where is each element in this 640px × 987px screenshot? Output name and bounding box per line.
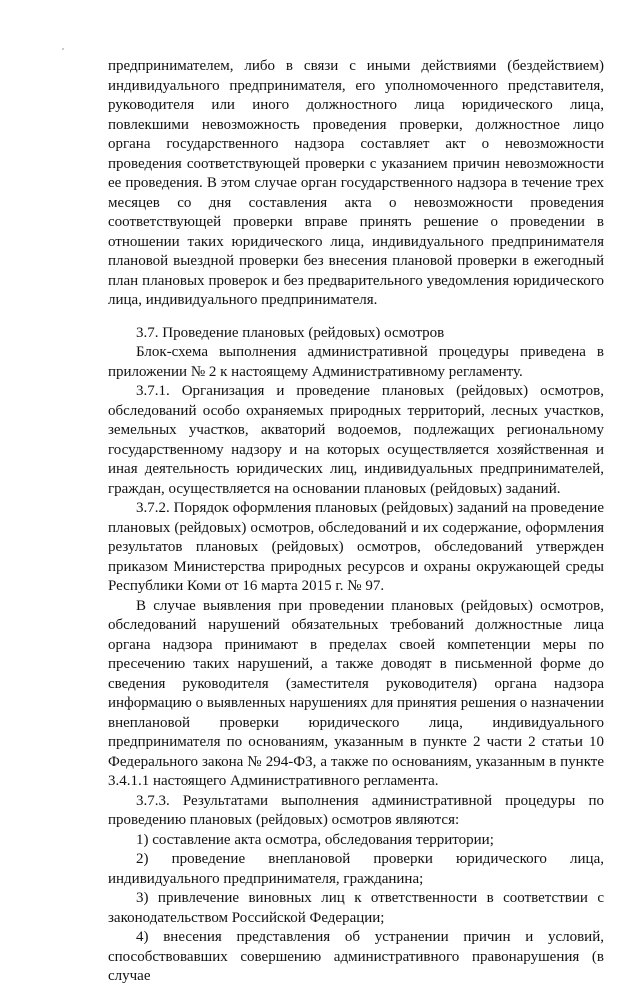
list-item-1: 1) составление акта осмотра, обследования территории;: [136, 831, 494, 848]
list-item-4: 4) внесения представления об устранении причин и условий, способствовавших совершению административного правонарушения (в случае: [108, 929, 604, 984]
paragraph-3-7-2: 3.7.2. Порядок оформления плановых (рейдовых) заданий на проведение плановых (рейдовых) осмотров, обследований и их содержание, оформления результатов плановых (рейдовых) осмотров, обследований утвержден приказом Министерства природных ресурсов и охраны окружающей среды Республики Коми от 16 марта 2015 г. № 97.: [108, 500, 604, 594]
paragraph-continuation: предпринимателем, либо в связи с иными действиями (бездействием) индивидуального предпринимателя, его уполномоченного представителя, руководителя или иного должностного лица юридического лица, повлекшими невозможность проведения проверки, должностное лицо органа государственного надзора составляет акт о невозможности проведения соответствующей проверки с указанием причин невозможности ее проведения. В этом случае орган государственного надзора в течение трех месяцев со дня составления акта о невозможности проведения соответствующей проверки вправе принять решение о проведении в отношении таких юридического лица, индивидуального предпринимателя плановой выездной проверки без внесения плановой проверки в ежегодный план плановых проверок и без предварительного уведомления юридического лица, индивидуального предпринимателя.: [108, 58, 604, 308]
list-item-2: 2) проведение внеплановой проверки юридического лица, индивидуального предпринимателя, гражданина;: [108, 851, 604, 887]
paragraph-gap: [108, 311, 604, 324]
section-heading-3-7: 3.7. Проведение плановых (рейдовых) осмотров: [136, 324, 445, 341]
document-body: [108, 57, 604, 987]
paragraph-3-7-3: 3.7.3. Результатами выполнения административной процедуры по проведению плановых (рейдовых) осмотров являются:: [108, 792, 604, 828]
paragraph-block-scheme: Блок-схема выполнения административной процедуры приведена в приложении № 2 к настоящему Административному регламенту.: [108, 344, 604, 380]
list-item-3: 3) привлечение виновных лиц к ответственности в соответствии с законодательством Российской Федерации;: [108, 890, 604, 926]
paragraph-3-7-1: 3.7.1. Организация и проведение плановых (рейдовых) осмотров, обследований особо охраняемых природных территорий, лесных участков, земельных участков, акваторий водоемов, подлежащих региональному государственному надзору и на которых осуществляется хозяйственная и иная деятельность юридических лиц, индивидуальных предпринимателей, граждан, осуществляется на основании плановых (рейдовых) заданий.: [108, 383, 604, 497]
scan-speck: [62, 48, 64, 50]
paragraph-violations: В случае выявления при проведении плановых (рейдовых) осмотров, обследований нарушений обязательных требований должностные лица органа надзора принимают в пределах своей компетенции меры по пресечению таких нарушений, а также доводят в письменной форме до сведения руководителя (заместителя руководителя) органа надзора информацию о выявленных нарушениях для принятия решения о назначении внеплановой проверки юридического лица, индивидуального предпринимателя по основаниям, указанным в пункте 2 части 2 статьи 10 Федерального закона № 294-ФЗ, а также по основаниям, указанным в пункте 3.4.1.1 настоящего Административного регламента.: [108, 597, 605, 789]
